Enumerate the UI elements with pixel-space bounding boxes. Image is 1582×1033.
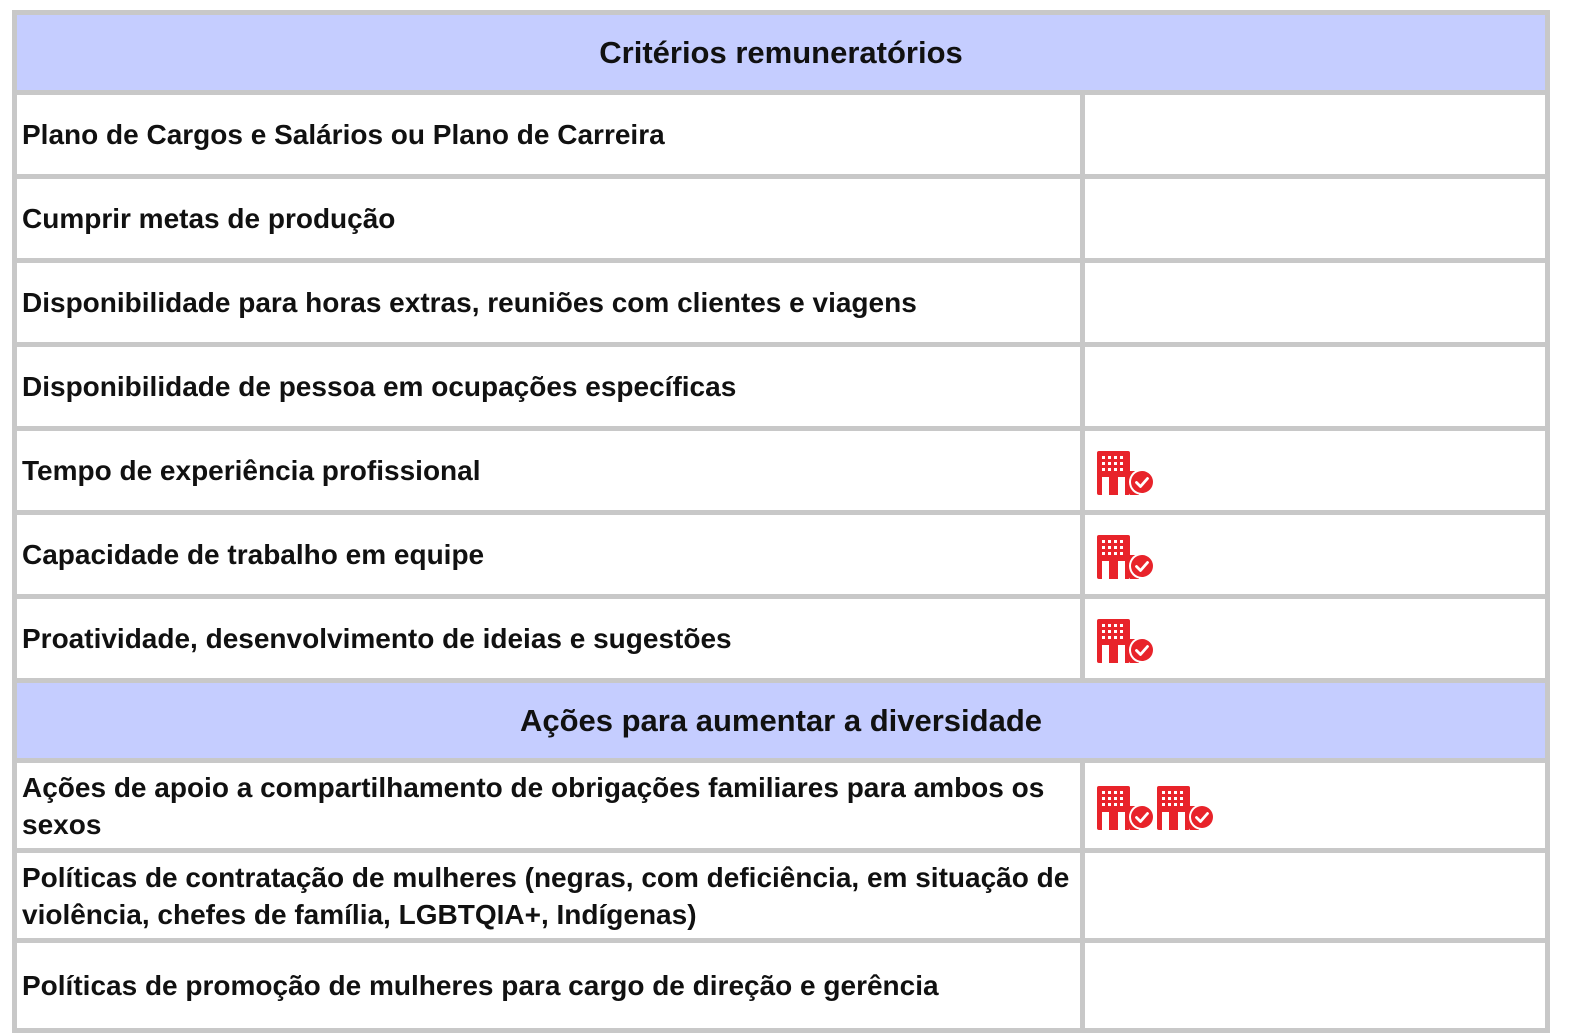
row-icons bbox=[1085, 943, 1545, 1028]
criteria-table bbox=[12, 10, 1550, 1033]
section-title: Ações para aumentar a diversidade bbox=[17, 683, 1545, 758]
company-check-icon bbox=[1157, 786, 1215, 830]
row-label: Ações de apoio a compartilhamento de obrigações familiares para ambos os sexos bbox=[17, 763, 1080, 848]
row-icons bbox=[1085, 515, 1545, 594]
row-icons bbox=[1085, 179, 1545, 258]
row-icons bbox=[1085, 853, 1545, 938]
section-title: Critérios remuneratórios bbox=[17, 15, 1545, 90]
row-label: Disponibilidade para horas extras, reuniões com clientes e viagens bbox=[17, 263, 1080, 342]
row-label: Disponibilidade de pessoa em ocupações específicas bbox=[17, 347, 1080, 426]
row-icons bbox=[1085, 347, 1545, 426]
table-row bbox=[17, 431, 1545, 510]
row-label: Políticas de promoção de mulheres para cargo de direção e gerência bbox=[17, 943, 1080, 1028]
table-row bbox=[17, 263, 1545, 342]
section-header-row bbox=[17, 15, 1545, 90]
table-row bbox=[17, 943, 1545, 1028]
row-label: Proatividade, desenvolvimento de ideias e sugestões bbox=[17, 599, 1080, 678]
row-icons bbox=[1085, 263, 1545, 342]
row-icons bbox=[1085, 599, 1545, 678]
row-icons bbox=[1085, 763, 1545, 848]
table-row bbox=[17, 853, 1545, 938]
row-label: Tempo de experiência profissional bbox=[17, 431, 1080, 510]
table-row bbox=[17, 179, 1545, 258]
row-label: Cumprir metas de produção bbox=[17, 179, 1080, 258]
company-check-icon bbox=[1097, 619, 1155, 663]
row-label: Capacidade de trabalho em equipe bbox=[17, 515, 1080, 594]
row-label: Plano de Cargos e Salários ou Plano de Carreira bbox=[17, 95, 1080, 174]
company-check-icon bbox=[1097, 451, 1155, 495]
table-row bbox=[17, 95, 1545, 174]
table-row bbox=[17, 599, 1545, 678]
row-icons bbox=[1085, 95, 1545, 174]
table-row bbox=[17, 515, 1545, 594]
table-row bbox=[17, 347, 1545, 426]
row-icons bbox=[1085, 431, 1545, 510]
table-row bbox=[17, 763, 1545, 848]
section-header-row bbox=[17, 683, 1545, 758]
company-check-icon bbox=[1097, 786, 1155, 830]
company-check-icon bbox=[1097, 535, 1155, 579]
row-label: Políticas de contratação de mulheres (negras, com deficiência, em situação de violência, chefes de família, LGBTQIA+, Indígenas) bbox=[17, 853, 1080, 938]
